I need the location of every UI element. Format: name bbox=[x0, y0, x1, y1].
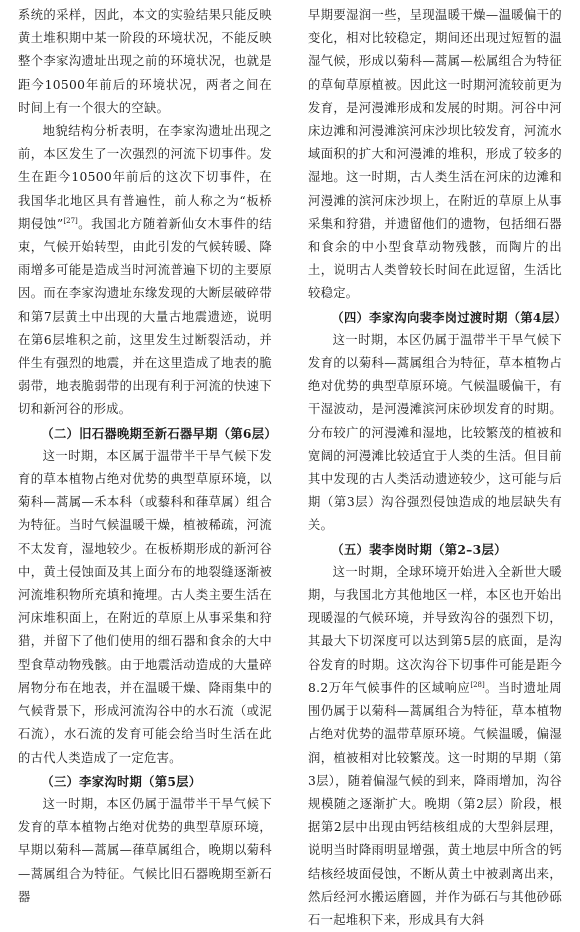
section-heading-layer-6: （二）旧石器晚期至新石器早期（第6层） bbox=[41, 425, 277, 441]
paragraph-layer-6: 这一时期，本区属于温带半干旱气候下发育的草本植物占绝对优势的典型草原环境，以菊科—蒿属—禾本科（或藜科和葎草属）组合为特征。当时气候温暖干燥，植被稀疏，河流不太发育，湿地较少。在板桥期形成的新河谷中，黄土侵蚀面及其上面分布的地裂缝逐渐被河流堆积物所充填和掩埋。古人类主要生活在河床堆积面上，在附近的草原上从事采集和狩猎，并留下了他们使用的细石器和食余的大中型食草动物残骸。由于地震活动造成的大量碎屑物分布在地表，并在温暖干燥、降雨集中的气候背景下，形成河流沟谷中的水石流（或泥石流），水石流的发育可能会给当时生活在此的古代人类造成了一定危害。 bbox=[18, 448, 272, 765]
paragraph-text: 这一时期，全球环境开始进入全新世大暖期，与我国北方其他地区一样，本区也开始出现暖湿的气候环境，并导致沟谷的强烈下切，其最大下切深度可以达到第5层的底面，是沟谷发育的时期。这次沟谷下切事件可能是距今8.2万年气候事件的区域响应 bbox=[308, 564, 562, 695]
paragraph-text: 。我国北方随着新仙女木事件的结束，气候开始转型，由此引发的气候转暖、降雨增多可能是造成当时河流普遍下切的主要原因。而在李家沟遗址东缘发现的大断层破碎带和第7层黄土中出现的大量古地震遗迹，说明在第6层堆积之前，这里发生过断裂活动，并伴生有强烈的地震，并在这里造成了地表的脆弱带，地表脆弱带的出现有利于河流的快速下切和新河谷的形成。 bbox=[18, 216, 272, 417]
left-column bbox=[18, 4, 277, 909]
paragraph-sampling-gap: 系统的采样，因此，本文的实验结果只能反映黄土堆积期中某一阶段的环境状况，不能反映整个李家沟遗址出现之前的环境状况，也就是距今10500年前后的环境状况，两者之间在时间上有一个很大的空缺。 bbox=[18, 8, 272, 115]
paragraph-layer-2-3 bbox=[308, 561, 562, 932]
right-column bbox=[308, 4, 567, 932]
paragraph-text: 。当时遗址周围仍属于以菊科—蒿属组合为特征，草本植物占绝对优势的温带草原环境。气候温暖，偏湿润，植被相对比较繁茂。这一时期的早期（第3层），随着偏湿气候的到来，降雨增加，沟谷规模随之逐渐扩大。晚期（第2层）阶段，根据第2层中出现由钙结核组成的大型斜层理，说明当时降雨明显增强，黄土地层中所含的钙结核经坡面侵蚀，不断从黄土中被剥离出来，然后经河水搬运磨圆，并作为砾石与其他砂砾石一起堆积下来，形成具有大斜 bbox=[308, 680, 562, 927]
paragraph-river-incision bbox=[18, 120, 272, 422]
section-heading-layer-5: （三）李家沟时期（第5层） bbox=[41, 773, 202, 789]
section-heading-layer-2-3: （五）裴李岗时期（第2–3层） bbox=[331, 541, 507, 557]
paragraph-layer-4: 这一时期，本区仍属于温带半干旱气候下发育的以菊科—蒿属组合为特征，草本植物占绝对优势的典型草原环境。气候温暖偏干，有干湿波动，是河漫滩滨河床砂坝发育的时期。分布较广的河漫滩和湿地，比较繁茂的植被和宽阔的河漫滩比较适宜于人类的生活。但目前其中发现的古人类活动遗迹较少，这可能与后期（第3层）沟谷强烈侵蚀造成的地层缺失有关。 bbox=[308, 332, 562, 533]
citation-ref: [28] bbox=[470, 680, 485, 689]
paragraph-text: 地貌结构分析表明，在李家沟遗址出现之前，本区发生了一次强烈的河流下切事件。发生在距今10500年前后的这次下切事件，在我国华北地区具有普遍性，前人称之为“板桥期侵蚀” bbox=[18, 124, 272, 231]
section-heading-layer-4: （四）李家沟向裴李岗过渡时期（第4层） bbox=[331, 309, 567, 325]
paragraph-layer-5: 这一时期，本区仍属于温带半干旱气候下发育的草本植物占绝对优势的典型草原环境，早期以菊科—蒿属—葎草属组合，晚期以菊科—蒿属组合为特征。气候比旧石器晚期至新石器 bbox=[18, 796, 272, 904]
paragraph-layer-5-continued: 早期要湿润一些，呈现温暖干燥—温暖偏干的变化，相对比较稳定，期间还出现过短暂的温湿气候，形成以菊科—蒿属—松属组合为特征的草甸草原植被。因此这一时期河流较前更为发育，是河漫滩形成和发展的时期。河谷中河床边滩和河漫滩滨河床沙坝比较发育，河流水域面积的扩大和河漫滩的堆积，形成了较多的湿地。这一时期，古人类生活在河床的边滩和河漫滩的滨河床沙坝上，在附近的草原上从事采集和狩猎，并遗留他们的遗物，包括细石器和食余的中小型食草动物残骸，而陶片的出土，说明古人类曾较长时间在此逗留，生活比较稳定。 bbox=[308, 8, 562, 301]
citation-ref: [27] bbox=[63, 216, 78, 225]
